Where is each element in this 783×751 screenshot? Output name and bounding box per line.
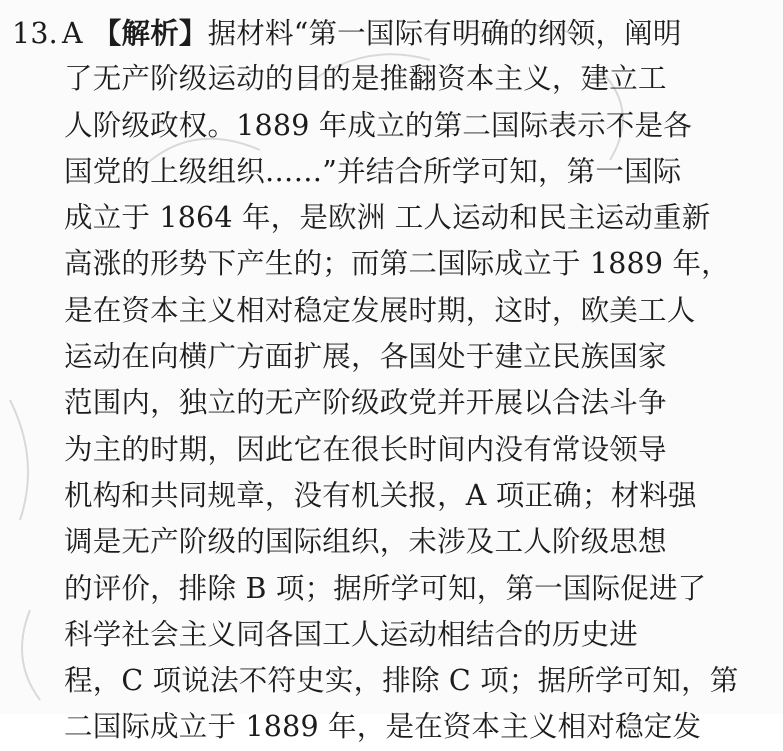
text-line: 了无产阶级运动的目的是推翻资本主义，建立工 bbox=[64, 62, 667, 96]
text-line: 机构和共同规章，没有机关报，A 项正确；材料强 bbox=[64, 478, 697, 512]
text-line: 为主的时期，因此它在很长时间内没有常设领导 bbox=[64, 432, 667, 466]
text-line: 二国际成立于 1889 年，是在资本主义相对稳定发 bbox=[64, 710, 702, 744]
text-line: 程，C 项说法不符史实，排除 C 项；据所学可知，第 bbox=[64, 664, 739, 698]
text-line: 科学社会主义同各国工人运动相结合的历史进 bbox=[64, 617, 639, 651]
text-line: 是在资本主义相对稳定发展时期，这时，欧美工人 bbox=[64, 293, 696, 327]
text-line: 调是无产阶级的国际组织，未涉及工人阶级思想 bbox=[64, 525, 667, 559]
text-line: 的评价，排除 B 项；据所学可知，第一国际促进了 bbox=[64, 571, 707, 605]
text-line: 范围内，独立的无产阶级政党并开展以合法斗争 bbox=[64, 386, 667, 420]
text-line: 人阶级政权。1889 年成立的第二国际表示不是各 bbox=[64, 108, 692, 142]
text-line: 高涨的形势下产生的；而第二国际成立于 1889 年， bbox=[64, 247, 730, 281]
text-line: 成立于 1864 年，是欧洲 工人运动和民主运动重新 bbox=[64, 201, 711, 235]
analysis-tag: 【解析】 bbox=[92, 16, 208, 50]
text-line bbox=[12, 10, 772, 56]
text-segment: 据材料“第一国际有明确的纲领，阐明 bbox=[207, 17, 682, 50]
answer-letter: A bbox=[62, 17, 83, 50]
text-line: 运动在向横广方面扩展，各国处于建立民族国家 bbox=[64, 340, 667, 374]
analysis-text bbox=[12, 10, 772, 751]
question-number: 13. bbox=[12, 17, 58, 50]
text-line: 国党的上级组织……”并结合所学可知，第一国际 bbox=[64, 154, 682, 188]
